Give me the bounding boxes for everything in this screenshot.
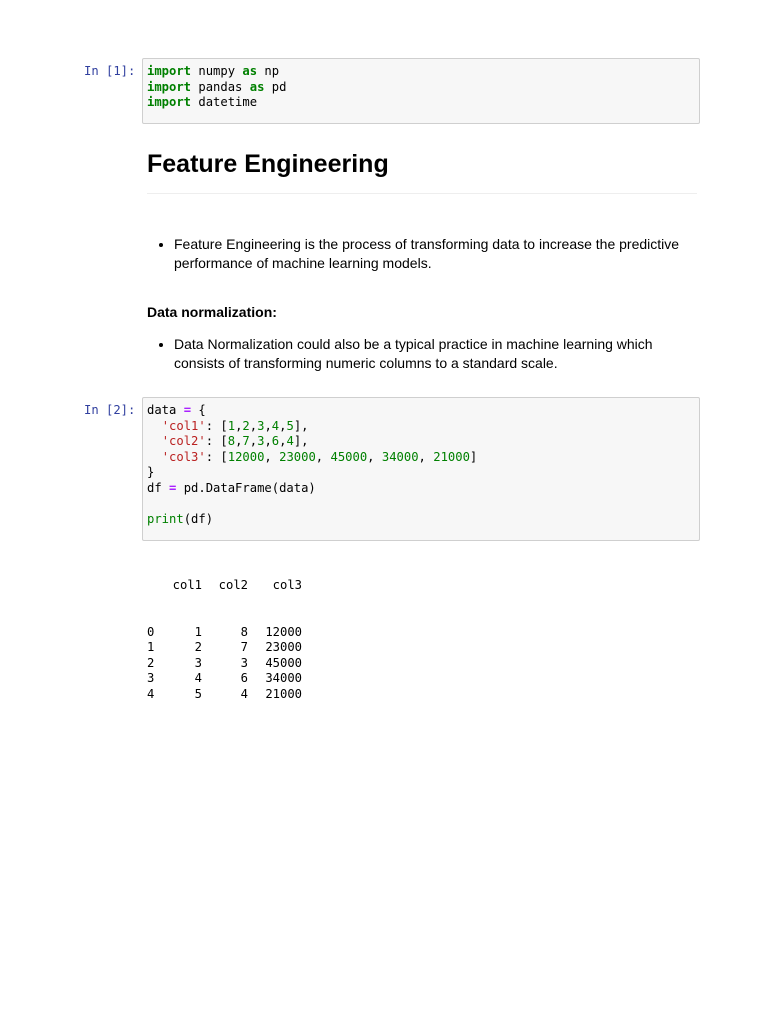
- output-cell: 45000: [265, 655, 302, 670]
- output-cell: 4: [240, 686, 248, 701]
- code-token: : [: [205, 434, 228, 448]
- page-title: Feature Engineering: [147, 150, 389, 178]
- code-token: ],: [293, 418, 309, 433]
- output-row: [147, 656, 302, 672]
- code-token: ,: [249, 418, 258, 433]
- code-token: as: [242, 64, 258, 78]
- code-editor[interactable]: [147, 403, 695, 527]
- code-token: print: [147, 511, 184, 526]
- code-line: [147, 403, 695, 419]
- code-token: ,: [264, 449, 280, 464]
- code-token: 23000: [279, 449, 316, 464]
- code-line: [147, 419, 695, 435]
- heading-divider: [147, 193, 697, 194]
- code-token: import: [147, 95, 192, 109]
- code-token: datetime: [191, 95, 258, 109]
- code-token: data: [147, 403, 184, 417]
- code-token: [147, 419, 162, 433]
- code-token: ]: [469, 449, 478, 464]
- code-token: 2: [242, 418, 250, 433]
- code-token: ,: [367, 449, 382, 464]
- code-token: 21000: [433, 449, 470, 464]
- cell-output: [147, 547, 302, 718]
- code-line: [147, 64, 695, 80]
- output-cell: 34000: [265, 671, 302, 685]
- code-token: ,: [264, 418, 272, 433]
- code-line: [147, 95, 695, 111]
- code-token: 1: [227, 418, 236, 433]
- code-token: 12000: [227, 449, 265, 464]
- code-token: ],: [293, 434, 309, 448]
- code-token: : [: [205, 418, 228, 433]
- code-token: 4: [271, 418, 280, 433]
- code-line: [147, 434, 695, 450]
- code-line: [147, 512, 695, 528]
- output-row: [147, 687, 302, 703]
- code-token: ,: [264, 434, 272, 448]
- code-token: import: [147, 64, 192, 78]
- code-token: ,: [249, 434, 258, 448]
- code-token: 8: [227, 434, 236, 448]
- code-token: numpy: [191, 64, 243, 78]
- code-token: ,: [235, 418, 243, 433]
- section-subheading: Data normalization:: [147, 304, 277, 320]
- output-row: [147, 671, 302, 687]
- output-cell: 4: [194, 671, 202, 685]
- code-token: 3: [257, 418, 265, 433]
- code-token: ,: [279, 418, 287, 433]
- code-token: 4: [286, 434, 294, 448]
- code-line: [147, 465, 695, 481]
- code-token: : [: [205, 449, 228, 464]
- output-row: [147, 640, 302, 656]
- code-token: pandas: [191, 79, 250, 94]
- code-token: 6: [271, 434, 280, 448]
- output-row-index: 0: [147, 624, 155, 639]
- code-token: ,: [279, 434, 287, 448]
- code-token: 34000: [381, 449, 419, 464]
- output-cell: 5: [194, 686, 202, 701]
- markdown-list-2: [147, 335, 697, 373]
- code-token: as: [249, 79, 265, 94]
- code-token: 5: [286, 418, 294, 433]
- output-cell: 2: [194, 640, 202, 654]
- code-token: [147, 434, 162, 448]
- output-row-index: 1: [147, 640, 155, 654]
- code-token: np: [257, 64, 280, 78]
- code-token: 'col2': [161, 434, 206, 448]
- code-token: 45000: [330, 449, 368, 464]
- cell-prompt-2: In [2]:: [84, 403, 136, 417]
- output-cell: 3: [240, 655, 248, 670]
- code-token: pd.DataFrame(data): [176, 480, 316, 495]
- output-cell: 12000: [265, 624, 302, 639]
- code-token: ,: [315, 449, 331, 464]
- code-token: }: [147, 465, 155, 479]
- code-token: ,: [235, 434, 243, 448]
- code-token: (df): [183, 511, 214, 526]
- code-token: 'col1': [161, 418, 206, 433]
- output-column-header: col2: [218, 578, 248, 592]
- list-item: • Feature Engineering is the process of transforming data to increase the predictive performance of machine learning models.: [174, 235, 697, 273]
- output-column-header: col3: [272, 578, 302, 592]
- code-token: [147, 450, 162, 464]
- code-token: =: [183, 403, 192, 417]
- code-token: {: [191, 403, 206, 417]
- output-cell: 3: [194, 655, 202, 670]
- output-cell: 23000: [265, 640, 302, 654]
- code-line: [147, 80, 695, 96]
- output-row-index: 4: [147, 686, 155, 701]
- output-row-index: 3: [147, 671, 155, 685]
- code-token: 3: [257, 434, 265, 448]
- output-cell: 7: [240, 640, 248, 654]
- output-cell: 21000: [265, 686, 302, 701]
- code-line: [147, 450, 695, 466]
- code-line: [147, 481, 695, 497]
- code-cell-1[interactable]: [142, 58, 700, 124]
- output-row-index: 2: [147, 655, 155, 670]
- code-line: [147, 496, 695, 512]
- output-cell: 1: [194, 624, 202, 639]
- code-editor[interactable]: [147, 64, 695, 111]
- output-cell: 6: [240, 671, 248, 685]
- markdown-list-1: [147, 235, 697, 273]
- code-token: 'col3': [161, 449, 206, 464]
- code-token: import: [147, 79, 192, 94]
- code-token: ,: [418, 449, 434, 464]
- list-item: • Data Normalization could also be a typical practice in machine learning which consists of transforming numeric columns to a standard scale.: [174, 335, 697, 373]
- output-header-row: [147, 578, 302, 594]
- code-token: 7: [242, 434, 250, 448]
- code-token: =: [169, 480, 177, 495]
- output-cell: 8: [240, 624, 248, 639]
- output-row: [147, 625, 302, 641]
- code-token: df: [147, 480, 170, 495]
- cell-prompt-1: In [1]:: [84, 64, 136, 78]
- code-token: pd: [264, 79, 287, 94]
- output-column-header: col1: [172, 578, 202, 592]
- code-cell-2[interactable]: [142, 397, 700, 541]
